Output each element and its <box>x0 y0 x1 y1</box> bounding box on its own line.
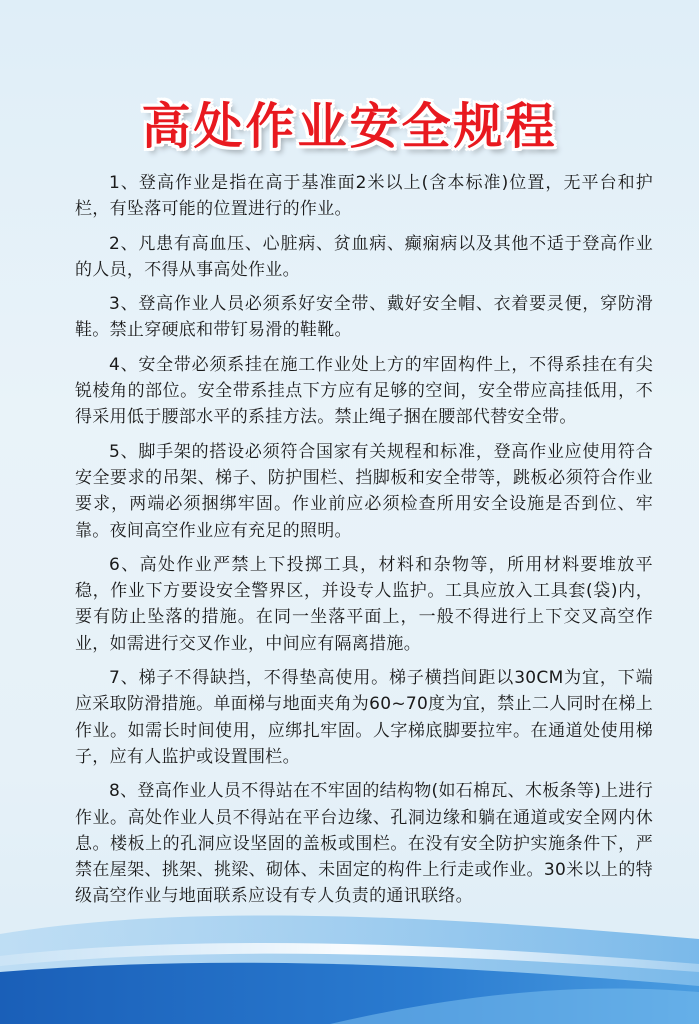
rule-item: 1、登高作业是指在高于基准面2米以上(含本标准)位置，无平台和护栏，有坠落可能的位置进行的作业。 <box>75 173 653 220</box>
rule-item: 6、高处作业严禁上下投掷工具，材料和杂物等，所用材料要堆放平稳，作业下方要设安全警界区，并设专人监护。工具应放入工具套(袋)内，要有防止坠落的措施。在同一坐落平面上，一般不得进行上下交叉高空作业，如需进行交叉作业，中间应有隔离措施。 <box>75 554 653 654</box>
rules-list <box>75 170 653 918</box>
rule-item: 5、脚手架的搭设必须符合国家有关规程和标准，登高作业应使用符合安全要求的吊架、梯子、防护围栏、挡脚板和安全带等，跳板必须符合作业要求，两端必须捆绑牢固。作业前应必须检查所用安全设施是否到位、牢靠。夜间高空作业应有充足的照明。 <box>75 441 653 541</box>
rule-item: 2、凡患有高血压、心脏病、贫血病、癫痫病以及其他不适于登高作业的人员，不得从事高处作业。 <box>75 233 653 280</box>
poster-title: 高处作业安全规程 <box>141 97 558 155</box>
rule-item: 4、安全带必须系挂在施工作业处上方的牢固构件上，不得系挂在有尖锐棱角的部位。安全带系挂点下方应有足够的空间，安全带应高挂低用，不得采用低于腰部水平的系挂方法。禁止绳子捆在腰部代替安全带。 <box>75 354 653 428</box>
rule-item: 7、梯子不得缺挡，不得垫高使用。梯子横挡间距以30CM为宜，下端应采取防滑措施。单面梯与地面夹角为60~70度为宜，禁止二人同时在梯上作业。如需长时间使用，应绑扎牢固。人字梯底脚要拉牢。在通道处使用梯子，应有人监护或设置围栏。 <box>75 668 654 767</box>
rule-item: 8、登高作业人员不得站在不牢固的结构物(如石棉瓦、木板条等)上进行作业。高处作业人员不得站在平台边缘、孔洞边缘和躺在通道或安全网内休息。楼板上的孔洞应设坚固的盖板或围栏。在没有安全防护实施条件下，严禁在屋架、挑架、挑梁、砌体、未固定的构件上行走或作业。30米以上的特级高空作业与地面联系应设有专人负责的通讯联络。 <box>75 781 653 907</box>
decorative-wave-footer <box>0 894 699 1024</box>
rule-item: 3、登高作业人员必须系好安全带、戴好安全帽、衣着要灵便，穿防滑鞋。禁止穿硬底和带钉易滑的鞋靴。 <box>75 294 653 341</box>
